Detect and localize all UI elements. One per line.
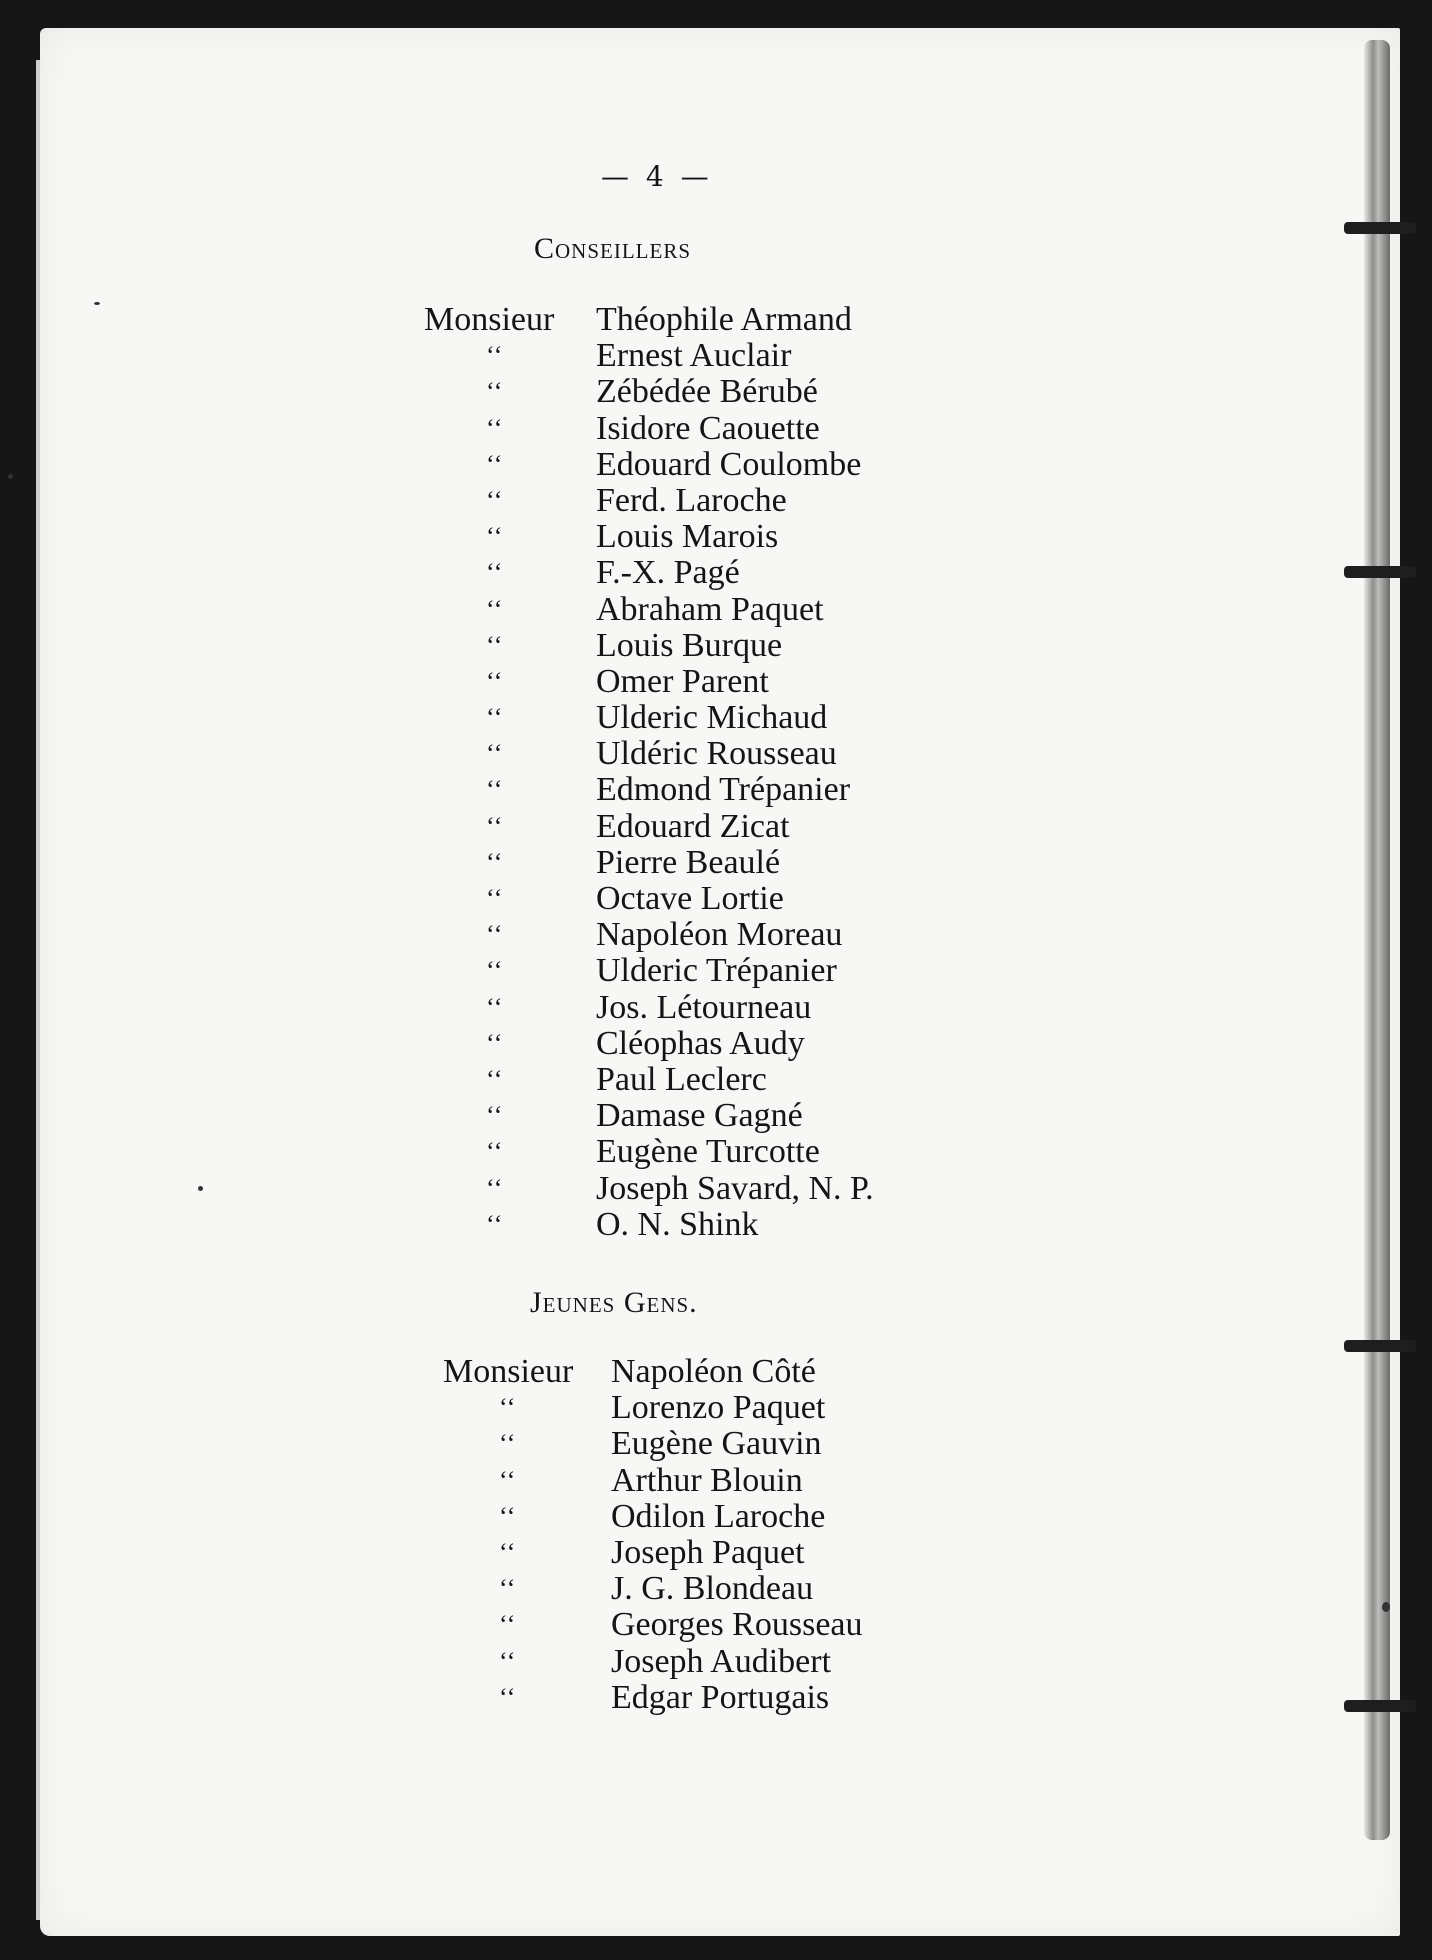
paper-speck (198, 1186, 203, 1191)
ditto-mark: ‘‘ (486, 449, 504, 479)
person-name: Napoléon Moreau (596, 916, 843, 954)
ditto-mark: ‘‘ (486, 884, 504, 913)
ditto-mark: ‘‘ (486, 558, 504, 588)
ditto-mark: ‘‘ (486, 1101, 504, 1131)
ditto-mark: ‘‘ (486, 522, 504, 552)
ditto-mark: ‘‘ (499, 1393, 517, 1423)
ditto-mark: ‘‘ (499, 1682, 517, 1712)
page-number: — 4 — (601, 160, 713, 193)
ditto-mark: ‘‘ (486, 1028, 504, 1058)
ditto-mark: ‘‘ (486, 630, 504, 660)
person-name: Ulderic Michaud (596, 699, 828, 737)
paper-speck (94, 302, 100, 305)
ditto-mark: ‘‘ (486, 775, 504, 805)
ditto-mark: ‘‘ (486, 1209, 504, 1239)
ditto-mark: ‘‘ (486, 811, 504, 841)
person-name: J. G. Blondeau (611, 1570, 814, 1608)
ditto-mark: ‘‘ (486, 341, 504, 371)
ditto-mark: ‘‘ (499, 1429, 517, 1459)
ditto-mark: ‘‘ (486, 703, 504, 733)
ditto-mark: ‘‘ (486, 594, 504, 624)
binding-stitch (1344, 1340, 1416, 1352)
person-name: Georges Rousseau (611, 1606, 863, 1644)
ditto-mark: ‘‘ (499, 1574, 517, 1604)
person-name: Eugène Gauvin (611, 1425, 822, 1463)
person-name: Zébédée Bérubé (596, 373, 818, 411)
person-name: Joseph Audibert (611, 1642, 832, 1680)
person-name: Lorenzo Paquet (611, 1389, 826, 1427)
ditto-mark: ‘‘ (486, 920, 504, 950)
ditto-mark: ‘‘ (499, 1610, 517, 1640)
person-name: F.-X. Pagé (596, 554, 740, 592)
person-name: Edouard Zicat (596, 807, 790, 845)
person-name: Edouard Coulombe (596, 445, 862, 483)
person-name: Louis Burque (596, 626, 783, 664)
ditto-mark: ‘‘ (486, 739, 504, 769)
person-name: Napoléon Côté (611, 1353, 816, 1390)
honorific-prefix: Monsieur (424, 301, 555, 338)
person-name: Edmond Trépanier (596, 771, 851, 809)
person-name: Eugène Turcotte (596, 1133, 820, 1171)
person-name: Ulderic Trépanier (596, 952, 837, 990)
person-name: O. N. Shink (596, 1205, 759, 1243)
person-name: Ernest Auclair (596, 337, 792, 375)
person-name: Arthur Blouin (611, 1461, 803, 1499)
person-name: Louis Marois (596, 518, 779, 556)
person-name: Edgar Portugais (611, 1678, 830, 1716)
ditto-mark: ‘‘ (486, 666, 504, 696)
person-name: Octave Lortie (596, 880, 784, 917)
person-name: Abraham Paquet (596, 590, 824, 628)
honorific-prefix: Monsieur (443, 1353, 574, 1390)
spine-binding (1364, 40, 1390, 1840)
person-name: Théophile Armand (596, 301, 852, 338)
ditto-mark: ‘‘ (486, 956, 504, 986)
person-name: Damase Gagné (596, 1097, 803, 1135)
binding-stitch (1344, 1700, 1416, 1712)
person-name: Isidore Caouette (596, 409, 820, 447)
ditto-mark: ‘‘ (486, 377, 504, 407)
ditto-mark: ‘‘ (486, 413, 504, 443)
binding-stitch (1344, 566, 1416, 578)
person-name: Jos. Létourneau (596, 988, 812, 1026)
ditto-mark: ‘‘ (486, 1137, 504, 1167)
ditto-mark: ‘‘ (486, 1064, 504, 1094)
section-heading-conseillers: Conseillers (534, 232, 692, 265)
person-name: Joseph Savard, N. P. (596, 1169, 874, 1207)
binding-stitch (1344, 222, 1416, 234)
ditto-mark: ‘‘ (499, 1501, 517, 1531)
ditto-mark: ‘‘ (499, 1465, 517, 1495)
ditto-mark: ‘‘ (499, 1646, 517, 1676)
person-name: Uldéric Rousseau (596, 735, 837, 773)
section-heading-jeunes-gens: Jeunes Gens. (530, 1286, 698, 1319)
person-name: Odilon Laroche (611, 1497, 826, 1535)
person-name: Omer Parent (596, 662, 769, 700)
person-name: Cléophas Audy (596, 1024, 805, 1062)
ditto-mark: ‘‘ (486, 1173, 504, 1203)
ditto-mark: ‘‘ (486, 847, 504, 877)
ditto-mark: ‘‘ (499, 1537, 517, 1567)
person-name: Ferd. Laroche (596, 481, 787, 519)
person-name: Joseph Paquet (611, 1533, 805, 1571)
ditto-mark: ‘‘ (486, 992, 504, 1022)
person-name: Pierre Beaulé (596, 843, 781, 881)
ditto-mark: ‘‘ (486, 485, 504, 515)
paper-speck (8, 474, 13, 479)
person-name: Paul Leclerc (596, 1060, 767, 1098)
paper-speck (1382, 1602, 1390, 1612)
